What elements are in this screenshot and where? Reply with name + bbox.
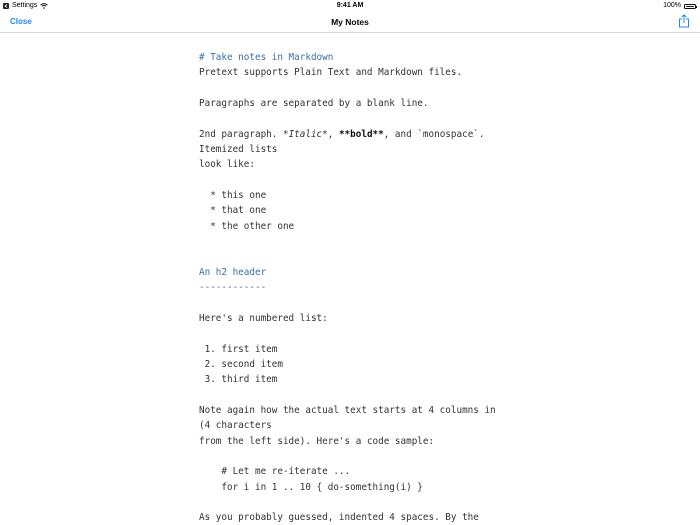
blank-line: [199, 326, 519, 341]
md-line: (4 characters: [199, 420, 272, 432]
md-line: Itemized lists: [199, 144, 278, 156]
md-text: ,: [327, 128, 339, 140]
navigation-bar: [0, 12, 700, 33]
share-icon: [678, 14, 690, 28]
status-time: 9:41 AM: [336, 2, 364, 9]
md-line: As you probably guessed, indented 4 spaces. By the: [199, 512, 479, 524]
battery-icon: [684, 4, 696, 9]
md-line: Pretext supports Plain Text and Markdown files.: [199, 67, 463, 79]
md-list-item: * this one: [199, 190, 267, 202]
md-line: from the left side). Here's a code sample:: [199, 435, 435, 447]
md-text: 2nd paragraph.: [199, 128, 283, 140]
md-numbered-item: 2. second item: [199, 358, 283, 370]
md-code-line: # Let me re-iterate ...: [199, 466, 351, 478]
md-bold-text: **bold**: [338, 128, 384, 140]
blank-line: [199, 173, 519, 188]
page-title: My Notes: [331, 17, 369, 27]
md-numbered-item: 1. first item: [199, 343, 278, 355]
status-bar: [0, 0, 700, 12]
blank-line: [199, 495, 519, 510]
blank-line: [199, 388, 519, 403]
battery-percent: 100%: [663, 2, 681, 9]
note-editor[interactable]: [199, 50, 519, 525]
md-list-item: * that one: [199, 205, 267, 217]
md-italic-text: *Italic*: [282, 128, 328, 140]
back-to-app-label[interactable]: Settings: [12, 2, 38, 9]
md-line: look like:: [199, 159, 255, 171]
md-line: Note again how the actual text starts at 4 columns in: [199, 404, 496, 416]
md-line-h1: # Take notes in Markdown: [199, 52, 334, 63]
blank-line: [199, 234, 519, 249]
md-line-h2: An h2 header: [199, 266, 267, 278]
blank-line: [199, 111, 519, 126]
md-list-item: * the other one: [199, 220, 295, 232]
close-button[interactable]: Close: [10, 17, 32, 26]
md-text: , and `monospace`.: [383, 128, 485, 140]
md-line: Here's a numbered list:: [199, 312, 328, 324]
md-line-h2-underline: ------------: [199, 282, 267, 294]
md-numbered-item: 3. third item: [199, 374, 278, 386]
blank-line: [199, 449, 519, 464]
blank-line: [199, 249, 519, 264]
blank-line: [199, 296, 519, 311]
md-code-line: for i in 1 .. 10 { do-something(i) }: [199, 481, 423, 493]
md-line: Paragraphs are separated by a blank line.: [199, 98, 429, 110]
blank-line: [199, 81, 519, 96]
status-right: [663, 0, 696, 12]
share-button[interactable]: [678, 14, 690, 28]
md-line: [199, 127, 519, 142]
